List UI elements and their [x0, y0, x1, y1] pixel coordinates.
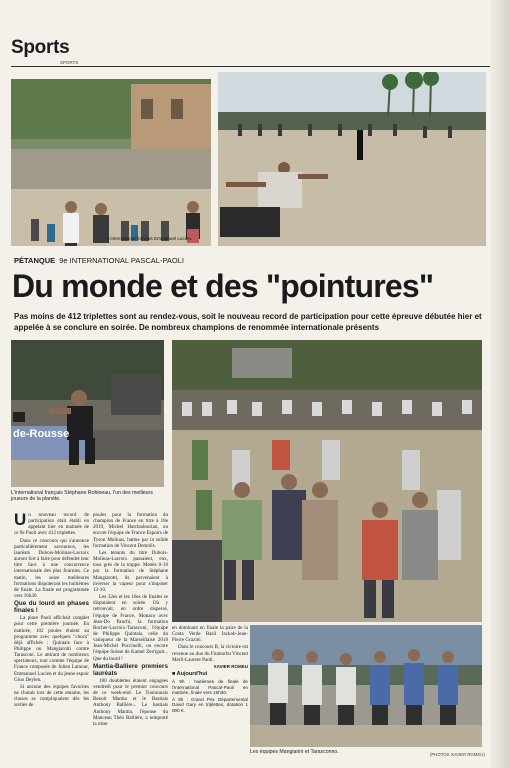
- article-column-3: [172, 625, 248, 762]
- col1-subhead: Que du lourd en phases finales !: [14, 600, 89, 615]
- section-title: Sports: [11, 37, 70, 58]
- photo-top-left: [11, 79, 211, 246]
- col1-p3: La place Paoli affichait complet pour cette première journée. En matinée, 102 poules étaient au programme avec quelques "chocs" déjà affichés : Quintais face à Philippe ou Mangiarotti contre Tarasconi. Le attirant de nombreux spectateurs, tout comme l'équipe de France composée de Julien Lamour, Emmanuel Lucien et du jeune espoir Gino Deylen.: [14, 615, 89, 683]
- col2-p2: Les tenants du titre Dubois-Molinas-Lacroix passaient, eux, tous grès de la trappe. Menés 0-10 par la formation de Stéphane Mangiarotti, ils parvenaient à inverser la vapeur pour s'imposer 13-10.: [93, 549, 168, 593]
- photo-mid-right: [172, 340, 482, 622]
- col2-subhead: Mantia-Balliere premiers lauréats: [93, 662, 168, 677]
- article-column-2: [93, 512, 168, 762]
- section-subtitle: SPORTS: [60, 60, 79, 65]
- col2-p1: poules pour la formation du champion de France en titre à 18e 2019, Michel Hatchadourian, ou encore l'équipe de France Espoirs de Tyson Molinas, battue par la solide formation de Vincent Demolis.: [93, 512, 168, 549]
- drop-cap: U: [14, 512, 27, 529]
- today-subhead: ■ Aujourd'hui: [172, 671, 208, 678]
- caption-top-right: L'international français Emmanuel Lucien.: [107, 236, 193, 241]
- caption-mid-left: L'international français Stéphane Robineau, l'un des meilleurs joueurs de la planète.: [11, 490, 153, 502]
- col2-p3: Les 32es et les 16es de finales se disputaient en soirée. Où y retrouvait, en ordre dispersé, l'équipe de France, Monaco avec Jean-Do Panchi, la formation Rocher-Lacroix-Tarasconi, l'équipe de Philippe Quintais, celle du vainqueur de la Marseillaise 2018 Jean-Michel Puccinelli, ou encore l'équipe Suisse de Kamel Zerriguit... Que du lourd !: [93, 594, 168, 662]
- col3-credit: XAVIER ROMEU: [213, 663, 248, 669]
- col1-p1: n nouveau record de participation était établi en appelant hier en matinée de ce 9e Paoli avec 412 triplettes.: [14, 512, 89, 537]
- photo-top-right: [218, 72, 486, 246]
- article-column-1: [14, 512, 89, 762]
- col1-p4: Si aucune des équipes favorites ne chutait lors de cette entame, les choses se compliquaient dès les sorties de: [14, 683, 89, 709]
- today-p1: À 9h : huitièmes de finale de l'International Pascal-Paoli en matinée, finale vers 16h30.: [172, 679, 248, 696]
- col2-p4: 180 doublettes étaient engagées vendredi pour le premier concours de ce week-end. Le Toulonnais Benoit Mantia et le Bastiais Anthony Ballière... Le bastiais Anthony Mantia, l'épouse du Manceau Théo Ballière, a remporté la mise: [93, 677, 168, 727]
- col3-p1: en dominant en finale la paire de la Costa Verde Basil Jackob-Jean-Pierre Grazini.: [172, 625, 248, 644]
- photo-mid-left: [11, 340, 164, 487]
- banner-text: de-Rousse: [13, 428, 70, 440]
- caption-bottom: Les équipes Mangiarini et Tarasconno.: [250, 749, 339, 755]
- today-p2: À 9h : Grand Prix Départemental David Gary en triplettes, dotation 1 000 €.: [172, 696, 248, 713]
- photo-credit: (PHOTOS XAVIER ROMEU): [430, 752, 485, 757]
- kicker-text: 9e INTERNATIONAL PASCAL-PAOLI: [59, 256, 184, 265]
- photo-bottom: [250, 625, 482, 747]
- standfirst: Pas moins de 412 triplettes sont au rendez-vous, soit le nouveau record de participation pour cette épreuve débutée hier et appelée à se conclure en soirée. De nombreux champions de renommée internationale présents: [14, 312, 482, 332]
- col1-p2: Dans ce concours qui s'annonce particulièrement savoureux, les lauréats Dubois-Molinas-Lacroix auront fort à faire pour défendre leur titre face à une concurrence internationale des plus fournies. Ce matin, les seize meilleures formations disputeront les huitièmes de finale. La finale est programmée vers 16h30.: [14, 537, 89, 600]
- kicker-label: PÉTANQUE: [14, 256, 56, 265]
- kicker: [14, 256, 184, 265]
- col3-p2: Dans le concours B, la victoire est revenue au duo du Fiumorbu Vincent Merli-Laurent Paoli.: [172, 644, 248, 663]
- page-edge: [490, 0, 510, 768]
- header-rule: [11, 66, 499, 67]
- headline: Du monde et des "pointures": [12, 268, 434, 304]
